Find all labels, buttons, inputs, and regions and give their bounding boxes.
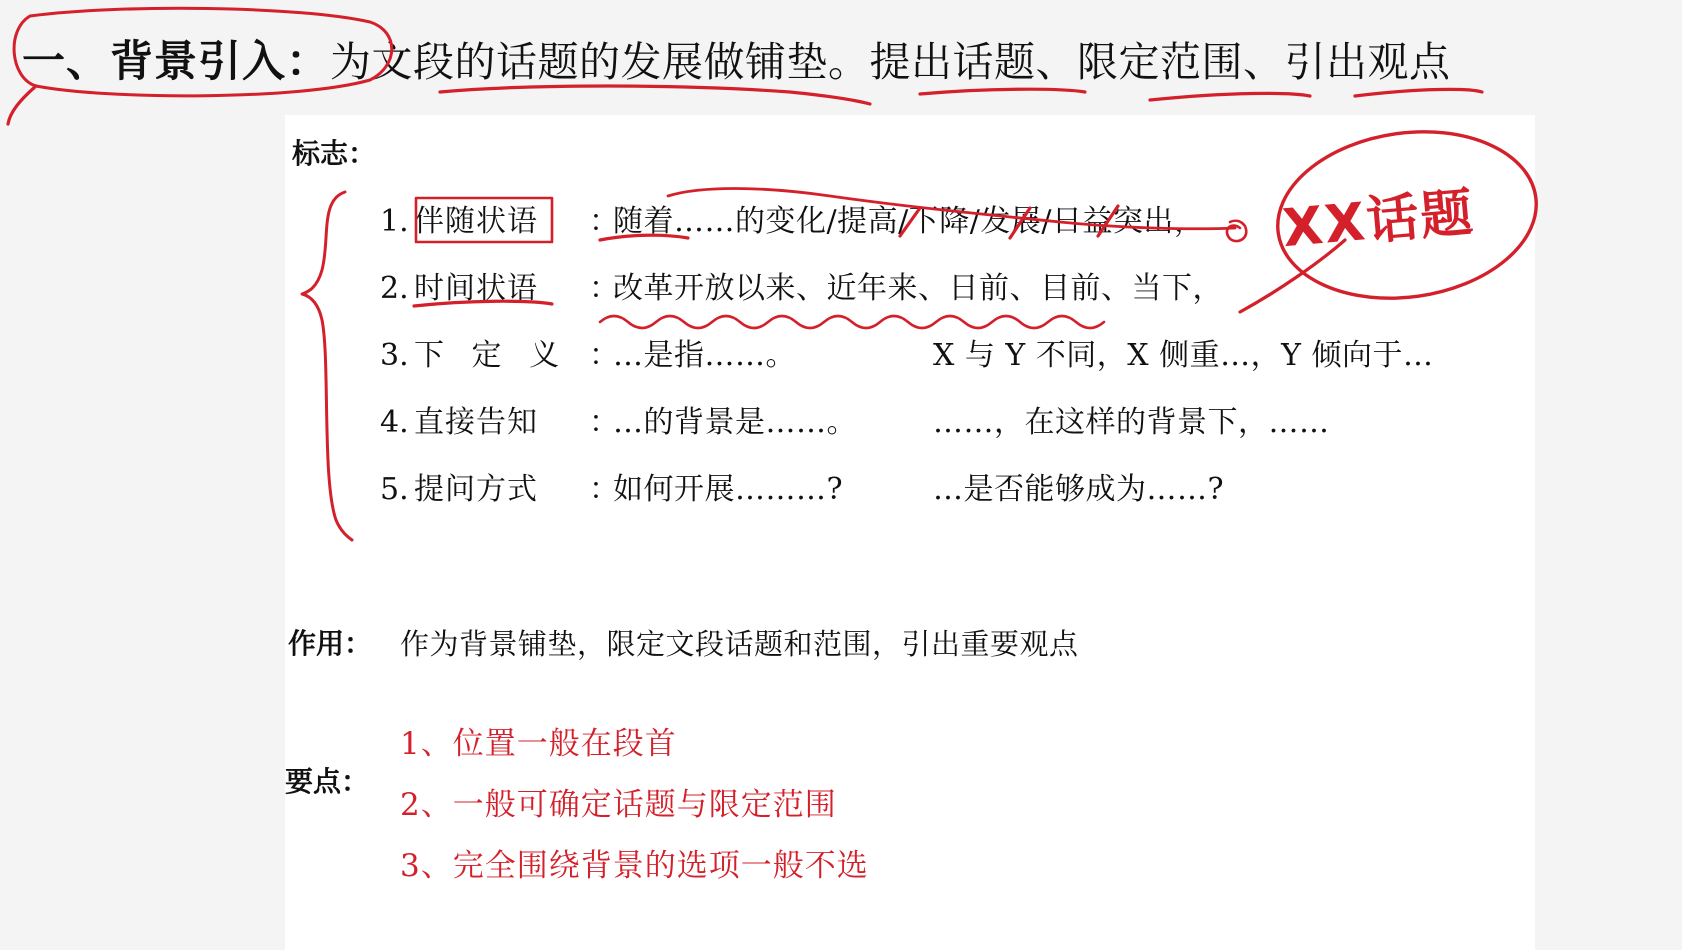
marks-item-example-secondary: …是否能够成为……? xyxy=(933,472,1225,507)
handwritten-note-text: XX话题 xyxy=(1280,182,1477,260)
section-heading xyxy=(22,28,1451,89)
function-text: 作为背景铺垫，限定文段话题和范围，引出重要观点 xyxy=(400,627,1079,661)
marks-item-colon: ： xyxy=(589,204,619,239)
marks-list-item xyxy=(380,397,1500,464)
marks-item-name: 时间状语 xyxy=(414,271,538,306)
key-points-item: 1、位置一般在段首 xyxy=(400,726,677,762)
marks-item-number: 2. xyxy=(380,271,409,306)
marks-item-colon: ： xyxy=(589,271,619,306)
marks-item-example-secondary: X 与 Y 不同，X 侧重…，Y 倾向于… xyxy=(933,338,1434,373)
marks-list-item xyxy=(380,263,1500,330)
marks-item-number: 4. xyxy=(380,405,409,440)
marks-item-colon: ： xyxy=(589,472,619,507)
marks-item-example-primary: 随着……的变化/提高/下降/发展/日益突出， xyxy=(613,204,1205,239)
marks-item-colon: ： xyxy=(589,338,619,373)
heading-rest: 为文段的话题的发展做铺垫。提出话题、限定范围、引出观点 xyxy=(330,38,1451,86)
function-label: 作用： xyxy=(288,627,373,660)
marks-item-number: 1. xyxy=(380,204,409,239)
key-points-item: 2、一般可确定话题与限定范围 xyxy=(400,787,837,823)
key-points-list xyxy=(400,718,869,901)
slide-right-gutter xyxy=(1535,115,1682,950)
marks-item-example-primary: 如何开展………? xyxy=(613,472,844,507)
key-points-label: 要点： xyxy=(285,765,370,798)
marks-list-item xyxy=(380,464,1500,531)
marks-item-number: 3. xyxy=(380,338,409,373)
marks-item-example-secondary: ……，在这样的背景下，…… xyxy=(933,405,1330,440)
marks-item-example-primary: 改革开放以来、近年来、日前、目前、当下， xyxy=(613,271,1223,306)
marks-item-example-primary: …是指……。 xyxy=(613,338,796,373)
marks-item-example-primary: …的背景是……。 xyxy=(613,405,857,440)
marks-label: 标志： xyxy=(292,137,377,170)
marks-item-colon: ： xyxy=(589,405,619,440)
marks-item-name: 提问方式 xyxy=(414,472,538,507)
marks-list-item xyxy=(380,330,1500,397)
marks-item-name: 伴随状语 xyxy=(414,204,538,239)
marks-item-name: 直接告知 xyxy=(414,405,538,440)
marks-item-name: 下 定 义 xyxy=(414,338,569,373)
slide-left-gutter xyxy=(0,115,285,950)
key-points-item: 3、完全围绕背景的选项一般不选 xyxy=(400,848,869,884)
heading-lead: 一、背景引入： xyxy=(22,37,330,87)
marks-item-number: 5. xyxy=(380,472,409,507)
